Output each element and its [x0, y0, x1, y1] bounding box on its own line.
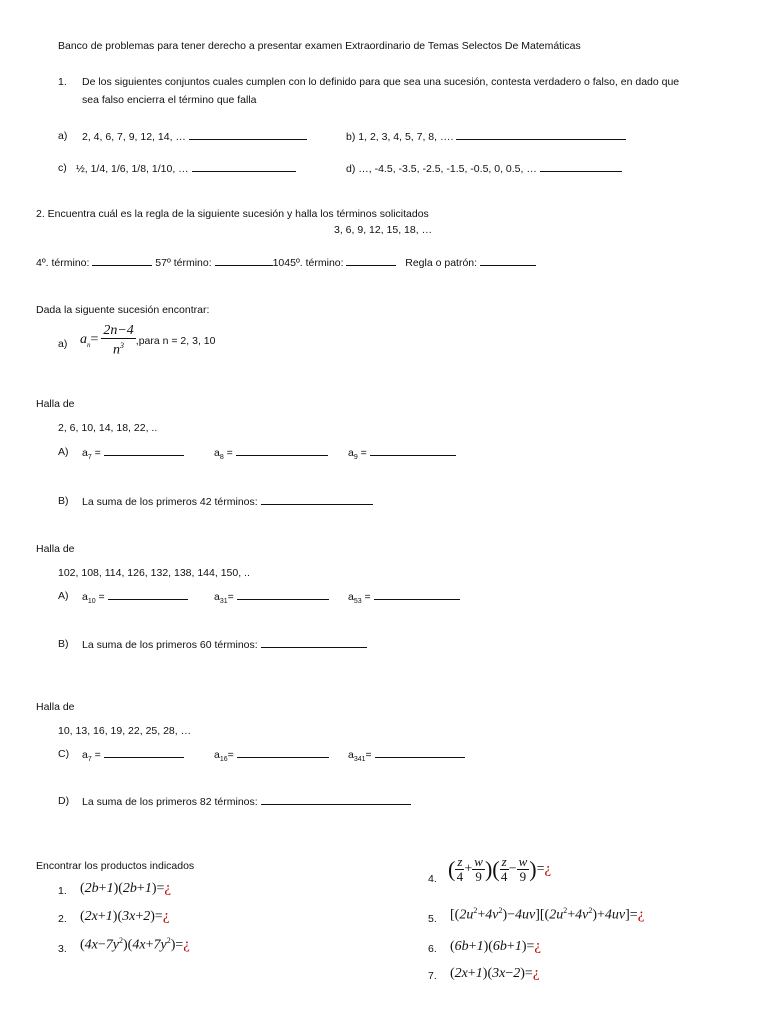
s3-sequence: 10, 13, 16, 19, 22, 25, 28, …	[58, 725, 192, 737]
s3-a341	[348, 748, 465, 763]
q3-title: Dada la siguente sucesión encontrar:	[36, 304, 210, 316]
s3-D-text: La suma de los primeros 82 términos:	[82, 796, 258, 808]
s2-sequence: 102, 108, 114, 126, 132, 138, 144, 150, ..	[58, 567, 250, 579]
q1-d-label: d)	[346, 163, 356, 175]
term-a: a	[82, 749, 88, 761]
s3-title: Halla de	[36, 701, 75, 713]
q2-title: 2. Encuentra cuál es la regla de la siguiente sucesión y halla los términos solicitados	[36, 208, 429, 220]
term-a: a	[214, 591, 220, 603]
product-4: ( $\frac{z}{4}$ + $\frac{w}{9}$ )( $\frac{z}{4}$ − $\frac{w}{9}$ )=¿	[448, 854, 552, 884]
answer-blank[interactable]	[237, 590, 329, 600]
answer-blank[interactable]	[192, 162, 296, 172]
q2-t1045-label: 1045º. término:	[272, 257, 344, 269]
s1-sequence: 2, 6, 10, 14, 18, 22, ..	[58, 422, 158, 434]
formula-a: a	[80, 332, 87, 348]
answer-blank[interactable]	[108, 590, 188, 600]
question-mark: ¿	[183, 936, 190, 953]
s1-B	[82, 495, 373, 508]
product-3: $(4x-7y^2)(4x+7y^2)=¿$	[80, 936, 190, 953]
term-a: a	[348, 749, 354, 761]
s1-a8	[214, 446, 328, 461]
term-eq: =	[91, 447, 101, 459]
question-mark: ¿	[544, 861, 552, 877]
s3-C-label: C)	[58, 748, 70, 760]
formula-eq: =	[90, 332, 99, 348]
product-6-number: 6.	[428, 943, 437, 955]
answer-blank[interactable]	[374, 590, 460, 600]
term-eq: =	[95, 591, 105, 603]
term-sub: 31	[219, 598, 228, 606]
product-3-number: 3.	[58, 943, 67, 955]
s3-D	[82, 795, 411, 808]
q2-t4-label: 4º. término:	[36, 257, 90, 269]
term-a: a	[348, 447, 354, 459]
q2-rule-label: Regla o patrón:	[405, 257, 478, 269]
answer-blank[interactable]	[104, 446, 184, 456]
s3-a7	[82, 748, 184, 763]
s3-a16	[214, 748, 329, 763]
formula-den-exp: 3	[120, 341, 125, 350]
q1-c-seq: ½, 1/4, 1/6, 1/8, 1/10, …	[76, 163, 189, 175]
question-mark: ¿	[162, 908, 170, 924]
term-eq: =	[227, 749, 234, 761]
s3-D-label: D)	[58, 795, 70, 807]
q1-line2: sea falso encierra el término que falla	[82, 94, 257, 106]
formula-denominator	[101, 339, 135, 358]
term-sub: 9	[353, 454, 358, 462]
term-sub: 10	[87, 598, 96, 606]
term-eq: =	[223, 447, 233, 459]
answer-blank[interactable]	[237, 748, 329, 758]
question-mark: ¿	[164, 880, 172, 896]
q1-line1: De los siguientes conjuntos cuales cumplen con lo definido para que sea una sucesión, contesta verdadero o falso, en dado que	[82, 76, 680, 88]
term-a: a	[82, 447, 88, 459]
q2-sequence: 3, 6, 9, 12, 15, 18, …	[334, 224, 433, 236]
answer-blank[interactable]	[375, 748, 465, 758]
formula-den-n: n	[113, 342, 121, 358]
term-a: a	[82, 591, 88, 603]
q1-a-seq: 2, 4, 6, 7, 9, 12, 14, …	[82, 131, 186, 143]
q3-label: a)	[58, 338, 68, 350]
formula-lhs	[80, 332, 99, 350]
question-mark: ¿	[637, 906, 645, 923]
s1-A-label: A)	[58, 446, 69, 458]
s2-title: Halla de	[36, 543, 75, 555]
answer-blank[interactable]	[261, 495, 373, 505]
term-eq: =	[91, 749, 101, 761]
s1-B-text: La suma de los primeros 42 términos:	[82, 496, 258, 508]
term-a: a	[214, 749, 220, 761]
product-2: (2x+1)(3x+2)=¿	[80, 908, 170, 924]
term-sub: 7	[87, 756, 92, 764]
term-sub: 7	[87, 454, 92, 462]
answer-blank[interactable]	[236, 446, 328, 456]
q1-a	[82, 130, 307, 143]
product-6: (6b+1)(6b+1)=¿	[450, 938, 542, 954]
q1-c	[76, 162, 296, 175]
answer-blank[interactable]	[215, 256, 273, 266]
q1-a-label: a)	[58, 130, 68, 142]
term-a: a	[214, 447, 220, 459]
product-4-number: 4.	[428, 873, 437, 885]
q1-c-label: c)	[58, 162, 67, 174]
answer-blank[interactable]	[104, 748, 184, 758]
formula-sub: n	[87, 341, 91, 350]
answer-blank[interactable]	[456, 130, 626, 140]
term-eq: =	[227, 591, 234, 603]
term-eq: =	[357, 447, 367, 459]
s1-a9	[348, 446, 456, 461]
answer-blank[interactable]	[346, 256, 396, 266]
answer-blank[interactable]	[261, 795, 411, 805]
s2-a53	[348, 590, 460, 605]
s2-a10	[82, 590, 188, 605]
q2-t57-label: 57º término:	[155, 257, 212, 269]
q1-b-label: b)	[346, 131, 356, 143]
question-mark: ¿	[534, 938, 542, 954]
s1-title: Halla de	[36, 398, 75, 410]
product-1-number: 1.	[58, 885, 67, 897]
s1-a7	[82, 446, 184, 461]
answer-blank[interactable]	[480, 256, 536, 266]
s2-B-text: La suma de los primeros 60 términos:	[82, 639, 258, 651]
q1-d-seq: …, -4.5, -3.5, -2.5, -1.5, -0.5, 0, 0.5, …	[358, 163, 537, 175]
s2-a31	[214, 590, 329, 605]
q1-b	[346, 130, 626, 143]
term-sub: 8	[219, 454, 224, 462]
s2-B	[82, 638, 367, 651]
term-sub: 53	[353, 598, 362, 606]
product-5: $[(2u^2+4v^2)-4uv][(2u^2+4v^2)+4uv]=¿$	[450, 906, 645, 923]
answer-blank[interactable]	[540, 162, 622, 172]
answer-blank[interactable]	[189, 130, 307, 140]
s2-B-label: B)	[58, 638, 69, 650]
answer-blank[interactable]	[92, 256, 152, 266]
term-eq: =	[361, 591, 371, 603]
term-a: a	[348, 591, 354, 603]
question-mark: ¿	[532, 965, 540, 981]
term-sub: 16	[219, 756, 228, 764]
q3-formula	[80, 324, 215, 358]
q1-b-seq: 1, 2, 3, 4, 5, 7, 8, ….	[358, 131, 454, 143]
answer-blank[interactable]	[261, 638, 367, 648]
s2-A-label: A)	[58, 590, 69, 602]
formula-numerator: 2n−4	[103, 323, 134, 338]
product-2-number: 2.	[58, 913, 67, 925]
formula-fraction	[101, 324, 135, 358]
product-1: (2b+1)(2b+1)=¿	[80, 880, 172, 896]
product-5-number: 5.	[428, 913, 437, 925]
product-7: (2x+1)(3x−2)=¿	[450, 965, 540, 981]
term-eq: =	[365, 749, 372, 761]
product-7-number: 7.	[428, 970, 437, 982]
answer-blank[interactable]	[370, 446, 456, 456]
s1-B-label: B)	[58, 495, 69, 507]
q1-d	[346, 162, 622, 175]
header: Banco de problemas para tener derecho a presentar examen Extraordinario de Temas Selectos De Matemáticas	[58, 40, 581, 52]
formula-tail: ,para n = 2, 3, 10	[135, 334, 216, 347]
q1-number: 1.	[58, 76, 67, 88]
q2-terms	[36, 256, 536, 269]
products-title: Encontrar los productos indicados	[36, 860, 195, 872]
term-sub: 341	[353, 756, 366, 764]
